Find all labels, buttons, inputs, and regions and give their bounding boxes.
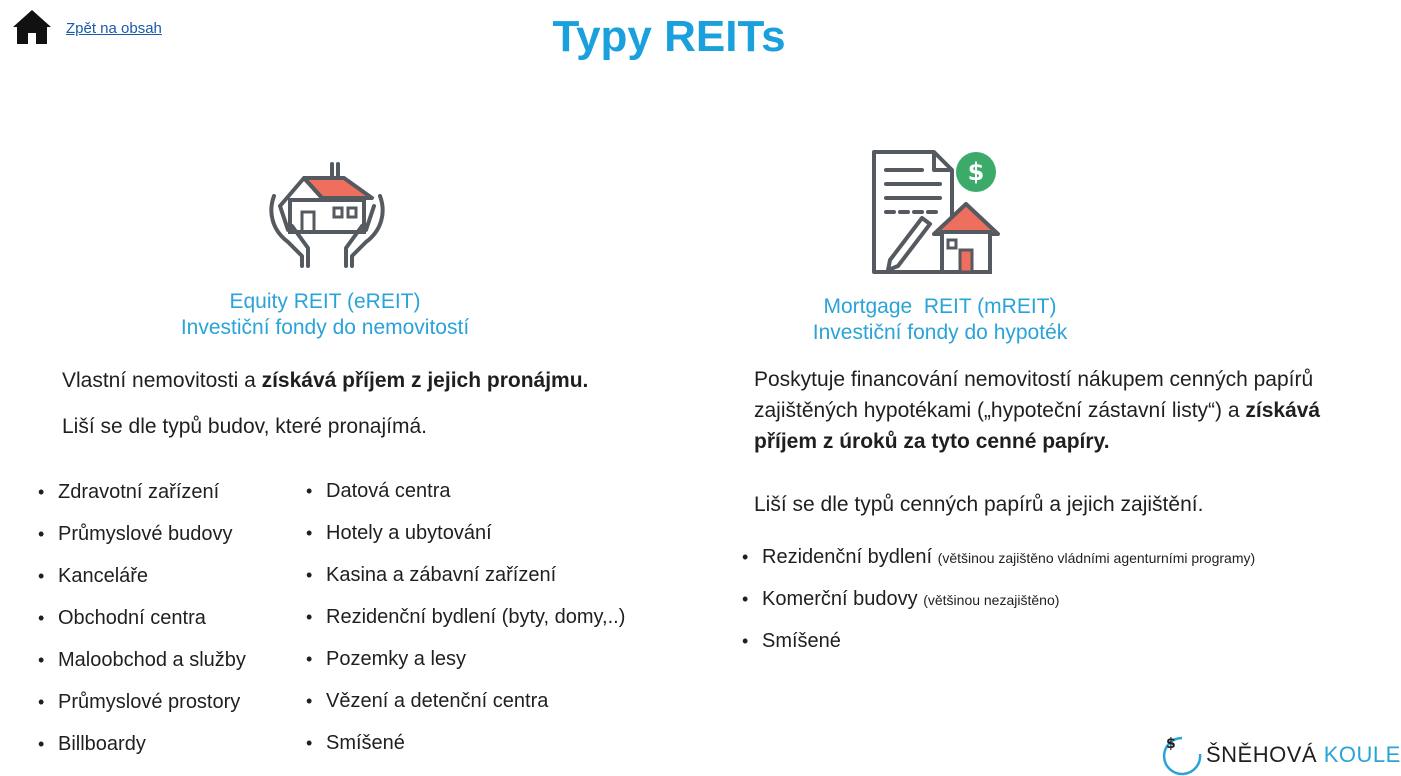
list-item-note: (většinou zajištěno vládními agenturními programy)	[937, 550, 1256, 566]
logo-word2: KOULE	[1323, 742, 1401, 767]
mortgage-heading-block	[760, 294, 1120, 347]
mortgage-description	[754, 365, 1354, 458]
svg-text:$: $	[967, 158, 985, 186]
list-item: • Vězení a detenční centra	[306, 689, 625, 731]
list-item: • Datová centra	[306, 479, 625, 521]
list-item: • Rezidenční bydlení (byty, domy,..)	[306, 605, 625, 647]
equity-subheading: Investiční fondy do nemovitostí	[180, 316, 470, 340]
list-item: • Smíšené	[306, 731, 625, 773]
house-in-hands-icon	[266, 160, 388, 268]
equity-description-bold: získává příjem z jejich pronájmu.	[261, 369, 589, 392]
mortgage-document-icon	[868, 148, 1004, 276]
logo-dollar: $	[1166, 736, 1176, 752]
list-item	[742, 587, 1255, 629]
list-item: • Průmyslové prostory	[38, 690, 246, 732]
list-item: • Kasina a zábavní zařízení	[306, 563, 625, 605]
page-title: Typy REITs	[552, 12, 786, 61]
mortgage-list	[742, 545, 1255, 671]
equity-heading: Equity REIT (eREIT)	[229, 290, 421, 313]
list-item	[742, 629, 1255, 671]
list-item: • Billboardy	[38, 732, 246, 774]
mortgage-heading: Mortgage REIT (mREIT)	[823, 295, 1057, 318]
logo-wordmark	[1206, 742, 1401, 768]
list-item: • Hotely a ubytování	[306, 521, 625, 563]
mortgage-subheading: Investiční fondy do hypoték	[812, 321, 1068, 345]
list-item: • Zdravotní zařízení	[38, 480, 246, 522]
list-item: • Pozemky a lesy	[306, 647, 625, 689]
list-item-label: Rezidenční bydlení	[762, 546, 933, 568]
logo-word1: ŠNĚHOVÁ	[1206, 742, 1318, 767]
mortgage-description-text: Poskytuje financování nemovitostí nákupem cenných papírů zajištěných hypotékami („hypoteční zástavní listy“) a	[754, 368, 1314, 422]
list-item	[742, 545, 1255, 587]
list-item-label: Smíšené	[762, 630, 841, 652]
list-item: • Průmyslové budovy	[38, 522, 246, 564]
list-item: • Kanceláře	[38, 564, 246, 606]
list-item: • Maloobchod a služby	[38, 648, 246, 690]
back-to-contents-link[interactable]: Zpět na obsah	[66, 20, 162, 37]
list-item: • Obchodní centra	[38, 606, 246, 648]
mortgage-types-note: Liší se dle typů cenných papírů a jejich zajištění.	[754, 493, 1204, 516]
mortgage-description-bold: získává příjem z úroků za tyto cenné papíry.	[754, 398, 1321, 453]
equity-heading-block	[150, 289, 500, 342]
equity-list-right	[306, 479, 625, 773]
list-item-label: Komerční budovy	[762, 588, 918, 610]
list-item-note: (většinou nezajištěno)	[923, 592, 1060, 608]
equity-description-text: Vlastní nemovitosti a	[62, 369, 262, 392]
equity-description	[62, 366, 588, 397]
equity-list-left	[38, 480, 246, 774]
equity-types-note: Liší se dle typů budov, které pronajímá.	[62, 415, 427, 438]
